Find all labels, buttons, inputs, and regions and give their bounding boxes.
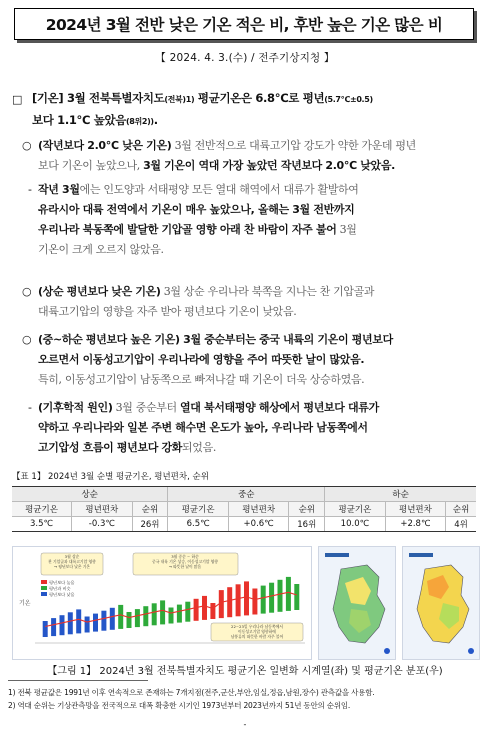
legend-swatch-normal: [41, 586, 47, 590]
table-column-header: 평년편차: [385, 502, 446, 517]
section-head-a: [기온] 3월 전북특별자치도: [32, 91, 165, 105]
daily-temperature-bar: [169, 608, 174, 624]
page-title: [14, 8, 474, 40]
section-head-b: 평균기온은 6.8℃로 평년: [194, 91, 325, 105]
footnote-divider: [8, 680, 148, 681]
table-column-header: 평년편차: [72, 502, 133, 517]
sub1-marker: -: [28, 183, 32, 196]
bullet1-marker: ○: [22, 139, 32, 152]
sub1-paragraph: [38, 180, 484, 260]
note-line: 3월 중순 ~ 하순: [171, 554, 199, 559]
table-column-header: 평균기온: [168, 502, 229, 517]
sub2-text1: 3월 중순부터: [112, 401, 180, 414]
bullet1-text1: 3월 전반적으로 대륙고기압 강도가 약한 가운데 평년: [171, 139, 416, 152]
table-group-header: 하순: [325, 487, 476, 502]
dateline: 【 2024. 4. 3.(수) / 전주기상지청 】: [155, 52, 335, 64]
daily-temperature-bar: [85, 617, 90, 633]
temperature-map-left: [318, 546, 396, 660]
temperature-map-image-left: [319, 547, 395, 659]
sub1-bold2: 유라시아 대륙 전역에서 기온이 매우 높았으나, 올해는 3월 전반까지: [38, 203, 355, 216]
footnote-1: 1) 전북 평균값은 1991년 이후 연속적으로 존재하는 7개지점(전주,군산,부안,임실,정읍,남원,장수) 관측값을 사용함.: [8, 688, 375, 697]
table-column-header: 순위: [132, 502, 168, 517]
table-row: [12, 517, 476, 532]
table-cell: 4위: [446, 517, 476, 532]
bullet2-marker: ○: [22, 285, 32, 298]
daily-temperature-bar: [278, 580, 283, 612]
note-text-right: [231, 624, 284, 639]
note-line: → 따뜻한 날이 많음: [168, 564, 202, 569]
daily-temperature-bar: [227, 587, 232, 617]
timeseries-chart-panel: [12, 546, 312, 660]
sub2-bold1: 열대 북서태평양 해상에서 평년보다 대류가: [179, 401, 379, 414]
legend-label-normal: 평년과 비슷: [49, 586, 71, 591]
note-line: 3월 상순: [64, 554, 80, 559]
note-line: 찬 기압골과 대륙고기압 영향: [48, 559, 96, 564]
section-heading: [32, 88, 482, 132]
map-title-bar: [409, 553, 433, 557]
section-marker: □: [12, 93, 23, 106]
daily-temperature-bar: [177, 605, 182, 623]
daily-temperature-bar: [286, 577, 291, 611]
map-title-bar: [325, 553, 349, 557]
bullet3-lead: (중~하순 평년보다 높은 기온): [38, 333, 180, 346]
table-group-header-row: [12, 487, 476, 502]
section-head-c: 보다 1.1℃ 높았음: [32, 113, 126, 127]
daily-temperature-bar: [152, 603, 157, 625]
daily-temperature-bar: [60, 615, 65, 635]
daily-temperature-bar: [244, 581, 249, 615]
note-line: 남풍류의 따뜻한 바람 자주 불어: [230, 634, 284, 639]
title-text: 2024년 3월 전반 낮은 기온 적은 비, 후반 높은 기온 많은 비: [45, 16, 443, 34]
sub2-lead: (기후학적 원인): [38, 401, 113, 414]
daily-temperature-bar: [118, 605, 123, 629]
kma-logo-icon: [384, 648, 390, 654]
bullet3-bold1: 3월 중순부터는 중국 내륙의 기온이 평년보다: [179, 333, 393, 346]
sub1-bold1: 작년 3월: [38, 183, 80, 196]
bullet1-text2: 보다 기온이 높았으나,: [38, 159, 144, 172]
table-cell: 26위: [132, 517, 168, 532]
table-column-header: 순위: [289, 502, 325, 517]
section-sup2: (5.7℃±0.5): [324, 95, 373, 104]
table-cell: +0.6℃: [228, 517, 289, 532]
bullet2-text2: 대륙고기압의 영향을 자주 받아 평년보다 기온이 낮았음.: [38, 305, 297, 318]
sub2-text3: 되었음.: [182, 441, 217, 454]
sub2-paragraph: [38, 398, 484, 458]
bullet3-paragraph: [38, 330, 484, 390]
table-caption: 【표 1】 2024년 3월 순별 평균기온, 평년편차, 순위: [12, 472, 209, 482]
sub1-text4: 기온이 크게 오르지 않았음.: [38, 243, 164, 256]
table-column-header: 평균기온: [325, 502, 386, 517]
bullet3-text3: 특히, 이동성고기압이 남동쪽으로 빠져나갈 때 기온이 더욱 상승하였음.: [38, 373, 365, 386]
note-line: 중국 내륙 기온 상승, 이동성고기압 영향: [152, 559, 218, 564]
note-line: → 평년보다 낮은 기온: [53, 564, 91, 569]
table-cell: -0.3℃: [72, 517, 133, 532]
figure-row: [12, 546, 480, 658]
daily-temperature-bar: [202, 596, 207, 620]
sub1-text3: 3월: [336, 223, 357, 236]
dekad-stats-table: [12, 486, 476, 532]
timeseries-legend: [41, 579, 75, 598]
daily-temperature-bar: [135, 609, 140, 627]
table-column-header-row: [12, 502, 476, 517]
table-cell: 16위: [289, 517, 325, 532]
daily-temperature-bar: [252, 589, 257, 615]
table-group-header: 중순: [168, 487, 325, 502]
daily-temperature-bar: [160, 600, 165, 624]
daily-temperature-bar: [294, 584, 299, 610]
daily-temperature-bar: [236, 584, 241, 616]
bullet2-paragraph: [38, 282, 484, 322]
section-sup1: (전북)1): [164, 95, 195, 104]
note-line: 이동성고기압 영향하에: [238, 629, 276, 634]
daily-temperature-bar: [185, 602, 190, 622]
sub2-bold3: 고기압성 흐름이 평년보다 강화: [38, 441, 183, 454]
table-column-header: 평균기온: [12, 502, 72, 517]
bullet3-marker: ○: [22, 333, 32, 346]
figure-caption: 【그림 1】 2024년 3월 전북특별자치도 평균기온 일변화 시계열(좌) 및 평균기온 분포(우): [47, 666, 443, 677]
timeseries-chart: [13, 547, 311, 659]
table-cell: 10.0℃: [325, 517, 386, 532]
daily-temperature-bar: [269, 583, 274, 613]
daily-temperature-bar: [127, 612, 132, 628]
section-head-d: .: [153, 113, 158, 127]
table-cell: 3.5℃: [12, 517, 72, 532]
bullet2-lead: (상순 평년보다 낮은 기온): [38, 285, 161, 298]
table-cell: 6.5℃: [168, 517, 229, 532]
bullet3-bold2: 오르면서 이동성고기압이 우리나라에 영향을 주어 따뜻한 날이 많았음.: [38, 353, 365, 366]
daily-temperature-bar: [210, 603, 215, 619]
daily-temperature-bar: [76, 609, 81, 633]
bullet1-lead: (작년보다 2.0℃ 낮은 기온): [38, 139, 172, 152]
section-sup3: (8위2)): [126, 117, 154, 126]
table-column-header: 순위: [446, 502, 476, 517]
daily-temperature-bar: [110, 608, 115, 630]
footnote-2: 2) 역대 순위는 기상관측망을 전국적으로 대폭 확충한 시기인 1973년부터 2023년까지 51년 동안의 순위임.: [8, 701, 351, 710]
temperature-map-image-right: [403, 547, 479, 659]
daily-temperature-bar: [93, 614, 98, 632]
legend-label-low: 평년보다 낮음: [49, 592, 75, 597]
daily-temperature-bar: [51, 618, 56, 636]
legend-label-high: 평년보다 높음: [49, 580, 75, 585]
table-cell: +2.8℃: [385, 517, 446, 532]
timeseries-y-label: 기온: [19, 600, 31, 607]
temperature-map-right: [402, 546, 480, 660]
legend-swatch-low: [41, 592, 47, 596]
bullet1-bold2: 3월 기온이 역대 가장 높았던 작년보다 2.0℃ 낮았음.: [143, 159, 395, 172]
sub1-text1: 에는 인도양과 서태평양 모든 열대 해역에서 대류가 활발하여: [79, 183, 359, 196]
daily-temperature-bar: [43, 621, 48, 637]
legend-swatch-high: [41, 580, 47, 584]
table-column-header: 평년편차: [228, 502, 289, 517]
daily-temperature-bar: [194, 599, 199, 621]
daily-temperature-bar: [143, 606, 148, 626]
sub2-marker: -: [28, 401, 32, 414]
daily-temperature-bar: [68, 612, 73, 634]
kma-logo-icon: [468, 648, 474, 654]
table-group-header: 상순: [12, 487, 168, 502]
sub2-bold2: 약하고 우리나라와 일본 주변 해수면 온도가 높아, 우리나라 남동쪽에서: [38, 421, 368, 434]
sub1-bold3: 우리나라 북동쪽에 발달한 기압골 영향 아래 찬 바람이 자주 불어: [38, 223, 337, 236]
bullet1-paragraph: [38, 136, 484, 176]
note-line: 22~23일 우리나라 남동쪽에서: [231, 624, 283, 629]
daily-temperature-bar: [261, 586, 266, 614]
page-number: -: [243, 720, 247, 729]
daily-temperature-bar: [101, 611, 106, 631]
bullet2-text1: 3월 상순 우리나라 북쪽을 지나는 찬 기압골과: [160, 285, 375, 298]
